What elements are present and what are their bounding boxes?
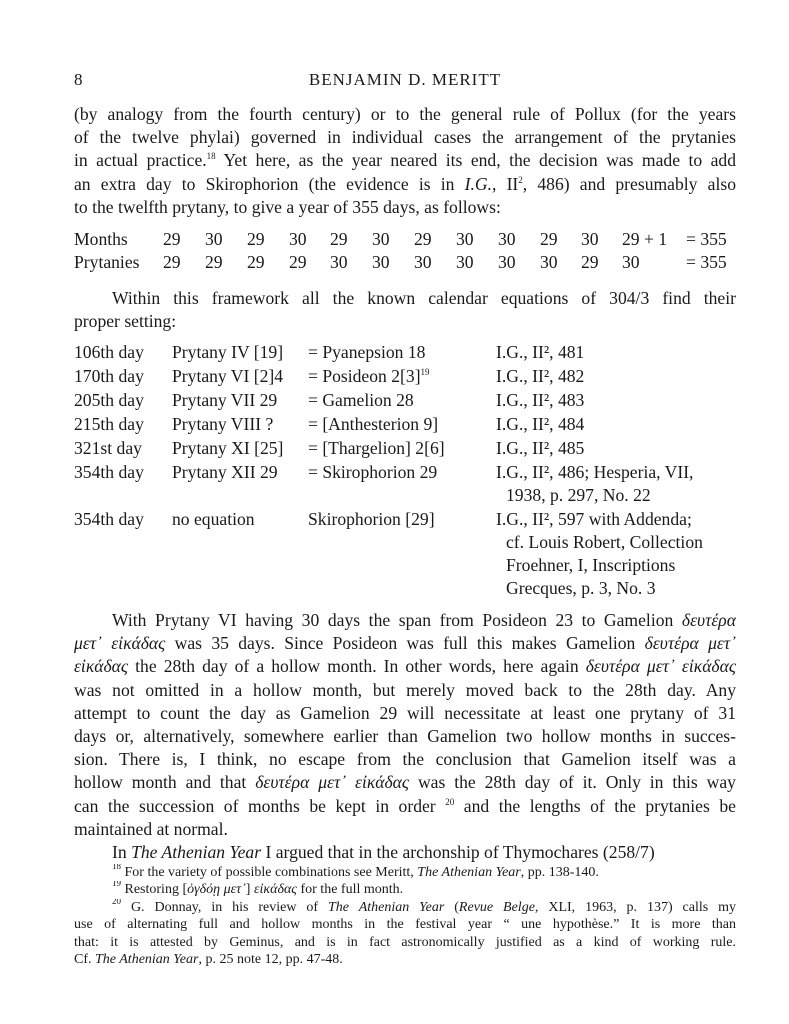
text-line: can the succession of months be kept in order $^{20}$ and the lengths of the prytanies be bbox=[74, 795, 736, 816]
table-cell: 29 bbox=[163, 252, 181, 272]
book-page: 8 BENJAMIN D. MERITT (by analogy from the fourth century) or to the general rule of Pollux (for the years of the twelve phylai) governed in individual cases the arrangement of the prytanies in actual practice.$^{18}$ Yet here, as the year neared its end, the decision was made to add an extra day to Skirophorion (the evidence is in I.G., $II^2$, 486) and presumably also to the twelfth prytany, to give a year of 355 days, as follows: Months 29 30 29 30 29 30 29 30 30 29 30 29 + 1 = 355 Prytanies 29 29 29 29 30 30 30 30 30 30 29 30 = 355 Within this framework all the known calendar equations of 304/3 find their proper setting: 106th day Prytany IV [19] = Pyanepsion 18 I.G., II², 481 170th day Prytany VI [2]4 = Posideon $2[3]^{19}$ I.G., II², 482 205th day Prytany VII 29 = Gamelion 28 I.G., II², 483 215th day Prytany VIII ? = [Anthesterion 9] I.G., II², 484 321st day Prytany XI [25] = [Thargelion] 2[6] I.G., II², 485 354th day Prytany XII 29 = Skirophorion 29 I.G., II², 486; Hesperia, VII, 1938, p. 297, No. 22 354th day no equation Skirophorion [29] I.G., II², 597 with Addenda; cf. Louis Robert, Collection Froehner, I, Inscriptions Grecques, p. 3, No. 3 With Prytany VI having 30 days the span from Posideon 23 to Gamelion δευτέρα μετ᾽ εἰκάδας was 35 days. Since Posideon was full this makes Gamelion δευτέρα μετ᾽ εἰκάδας the 28th day of a hollow month. In other words, here again δευτέρα μετ᾽ εἰκάδας was not omitted in a hollow month, but merely moved back to the 28th day. Any attempt to count the day as Gamelion 29 will necessitate at least one prytany of 31 days or, alternatively, somewhere earlier than Gamelion two hollow months in succes- sion. There is, I think, no escape from the conclusion that Gamelion itself was a hollow month and that δευτέρα μετ᾽ εἰκάδας was the 28th day of it. Only in this way can the succession of months be kept in order $^{20}$ and the lengths of the prytanies be maintained at normal. In The Athenian Year I argued that in the archonship of Thymochares (258/7) $^{18}$ For the variety of possible combinations see Meritt, The Athenian Year, pp. 138-140. $^{19}$ Restoring [ὀγδόῃ μετ᾽] εἰκάδας for the full month. $^{20}$ G. Donnay, in his review of The Athenian Year (Revue Belge, XLI, 1963, p. 137) calls my use of alternating full and hollow months in the festival year “ une hypothèse.” It is more than that: it is attested by Geminus, and is in fact astronomically justified as a kind of working rule. Cf. The Athenian Year, p. 25 note 12, pp. 47-48. bbox=[74, 70, 736, 967]
text-line: Cf. The Athenian Year, p. 25 note 12, pp. 47-48. bbox=[74, 951, 343, 967]
table-cell: 30 bbox=[372, 229, 390, 249]
text-line: days or, alternatively, somewhere earlier than Gamelion two hollow months in succes- bbox=[74, 725, 736, 746]
text-line: In The Athenian Year I argued that in the archonship of Thymochares (258/7) bbox=[112, 842, 655, 862]
table-cell: 30 bbox=[372, 252, 390, 272]
text-line: maintained at normal. bbox=[74, 818, 228, 839]
table-cell: 30 bbox=[456, 252, 474, 272]
footnote-20: $^{20}$ G. Donnay, in his review of The Athenian Year (Revue Belge, XLI, 1963, p. 137) calls my bbox=[112, 898, 736, 915]
table-cell: 29 bbox=[247, 229, 265, 249]
row-total: = 355 bbox=[686, 229, 727, 249]
text-line: proper setting: bbox=[74, 311, 177, 332]
text-line: to the twelfth prytany, to give a year of 355 days, as follows: bbox=[74, 196, 501, 217]
footnote-18: $^{18}$ For the variety of possible combinations see Meritt, The Athenian Year, pp. 138-140. bbox=[112, 864, 599, 880]
table-cell: 29 bbox=[247, 252, 265, 272]
text-line: an extra day to Skirophorion (the evidence is in I.G., $II^2$, 486) and presumably also bbox=[74, 173, 736, 194]
page-header bbox=[74, 70, 736, 94]
running-title: BENJAMIN D. MERITT bbox=[308, 70, 502, 89]
text-line: Within this framework all the known calendar equations of 304/3 find their bbox=[112, 288, 736, 308]
table-cell: 29 bbox=[330, 229, 348, 249]
footnote-19: $^{19}$ Restoring [ὀγδόῃ μετ᾽] εἰκάδας for the full month. bbox=[112, 881, 404, 898]
paragraph-analysis bbox=[74, 609, 736, 841]
text-line: of the twelve phylai) governed in individual cases the arrangement of the prytanies bbox=[74, 127, 736, 148]
footnote-ref-19[interactable]: 19 bbox=[420, 367, 430, 377]
table-cell: 30 bbox=[498, 229, 516, 249]
table-cell: 30 bbox=[456, 229, 474, 249]
table-cell: 30 bbox=[330, 252, 348, 272]
text-line: With Prytany VI having 30 days the span from Posideon 23 to Gamelion δευτέρα bbox=[112, 610, 736, 630]
table-cell: 30 bbox=[414, 252, 432, 272]
table-cell: 30 bbox=[622, 252, 640, 272]
text-line: was not omitted in a hollow month, but merely moved back to the 28th day. Any bbox=[74, 679, 736, 700]
page-number: 8 bbox=[74, 70, 83, 89]
table-cell: 29 bbox=[289, 252, 307, 272]
text-line: in actual practice.$^{18}$ Yet here, as the year neared its end, the decision was made to add bbox=[74, 150, 736, 171]
text-line: sion. There is, I think, no escape from the conclusion that Gamelion itself was a bbox=[74, 749, 736, 770]
table-cell: 30 bbox=[498, 252, 516, 272]
table-cell: 30 bbox=[289, 229, 307, 249]
row-total: = 355 bbox=[686, 252, 727, 272]
table-cell: 29 bbox=[581, 252, 599, 272]
text-line: εἰκάδας the 28th day of a hollow month. In other words, here again δευτέρα μετ᾽ εἰκάδας bbox=[74, 656, 736, 677]
text-line: that: it is attested by Geminus, and is in fact astronomically justified as a kind of working rule. bbox=[74, 934, 736, 950]
text-line: hollow month and that δευτέρα μετ᾽ εἰκάδας was the 28th day of it. Only in this way bbox=[74, 772, 736, 793]
footnotes bbox=[74, 864, 736, 968]
paragraph-continuation bbox=[74, 103, 736, 219]
text-line: attempt to count the day as Gamelion 29 will necessitate at least one prytany of 31 bbox=[74, 702, 736, 723]
table-cell: 29 bbox=[540, 229, 558, 249]
table-cell: 30 bbox=[540, 252, 558, 272]
text-line: μετ᾽ εἰκάδας was 35 days. Since Posideon was full this makes Gamelion δευτέρα μετ᾽ bbox=[74, 633, 736, 654]
footnote-ref-20[interactable]: 20 bbox=[445, 796, 455, 807]
table-cell: 29 + 1 bbox=[622, 229, 668, 249]
footnote-ref-18[interactable]: 18 bbox=[206, 151, 216, 162]
table-cell: 30 bbox=[205, 229, 223, 249]
paragraph-thymochares bbox=[74, 841, 736, 864]
row-label: Months bbox=[74, 229, 128, 249]
text-line: use of alternating full and hollow months in the festival year “ une hypothèse.” It is more than bbox=[74, 917, 736, 933]
table-cell: 29 bbox=[205, 252, 223, 272]
paragraph-framework bbox=[74, 287, 736, 333]
row-label: Prytanies bbox=[74, 252, 140, 272]
table-cell: 30 bbox=[581, 229, 599, 249]
table-cell: 29 bbox=[163, 229, 181, 249]
text-line: (by analogy from the fourth century) or to the general rule of Pollux (for the years bbox=[74, 104, 736, 124]
table-cell: 29 bbox=[414, 229, 432, 249]
